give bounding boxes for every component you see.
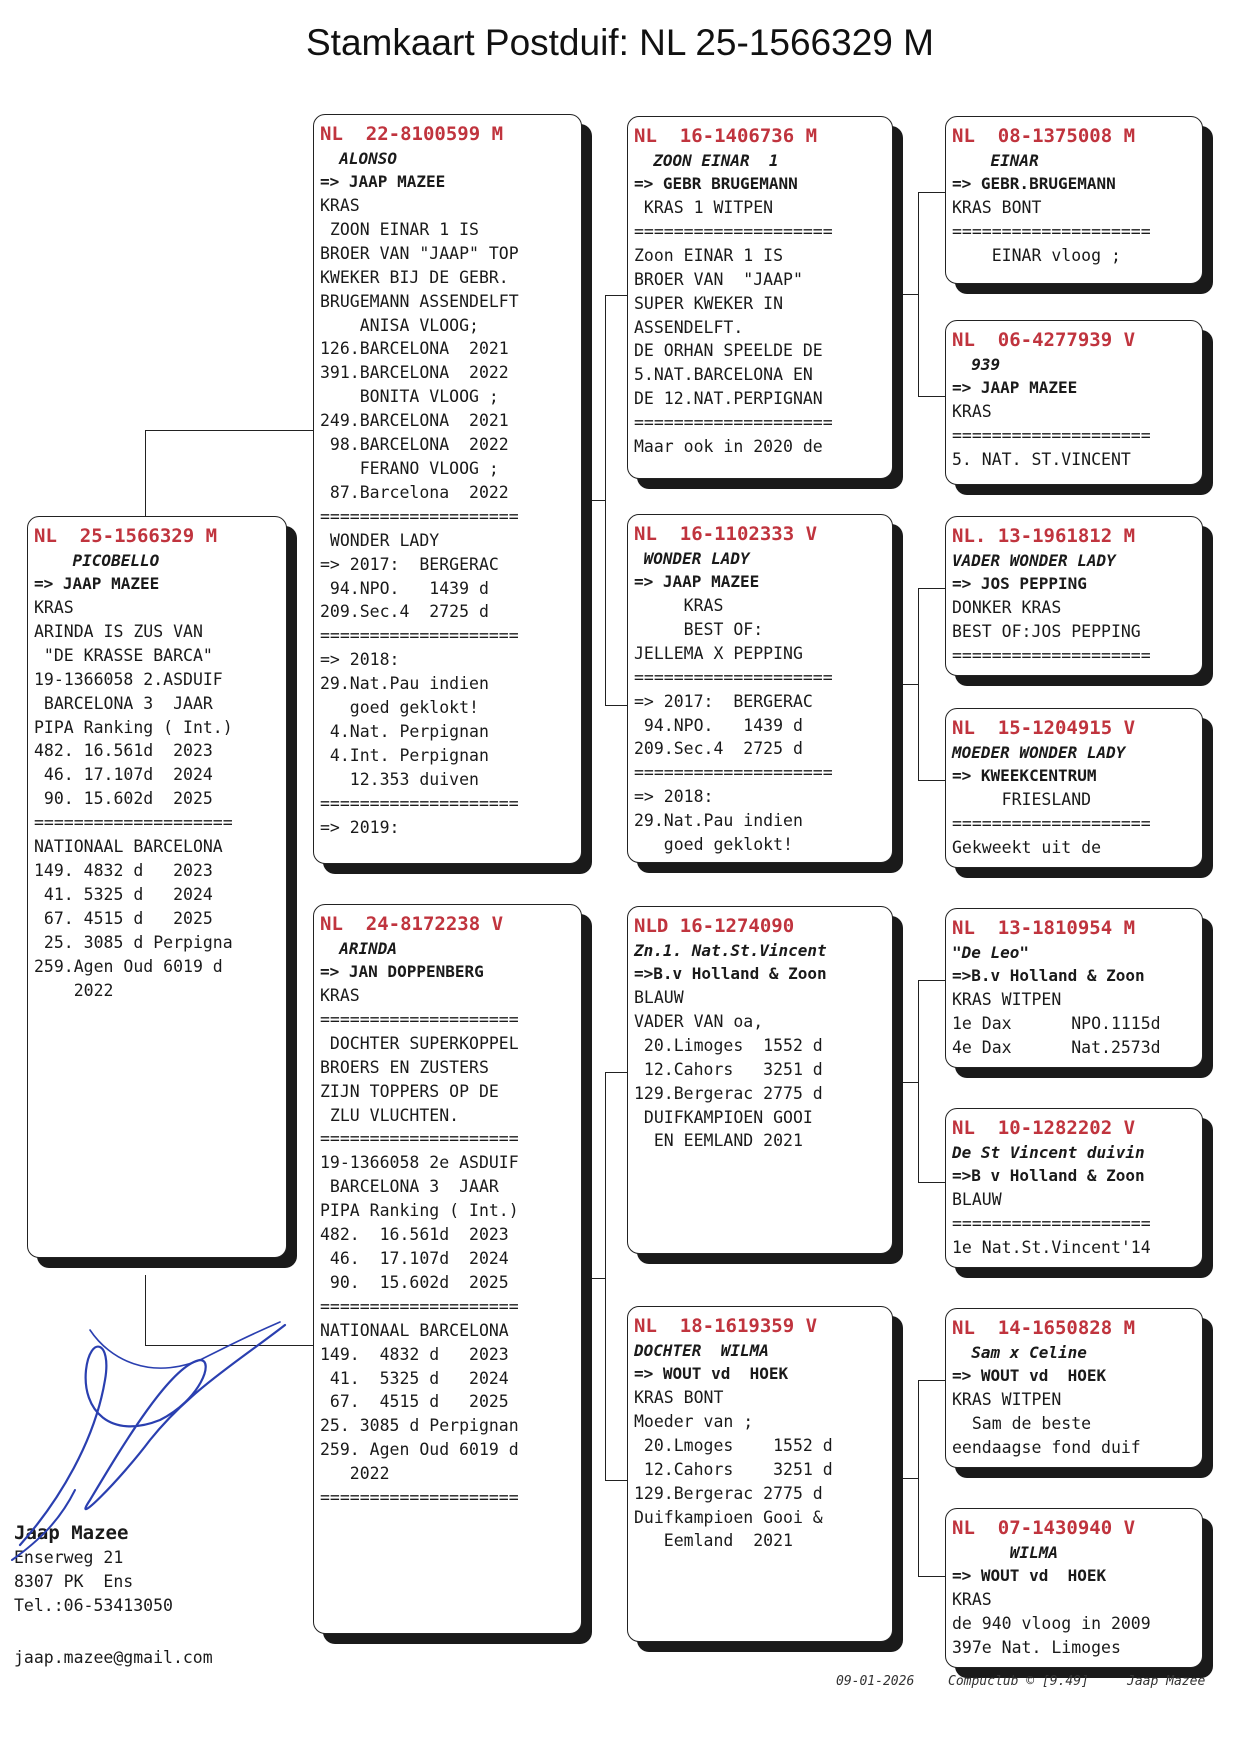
card-line: 2022 [320, 1464, 390, 1484]
card-line: 149. 4832 d 2023 [34, 860, 213, 880]
ring-number: NL 22-8100599 M [320, 123, 504, 145]
card-notes [634, 1386, 888, 1553]
card-line: Duifkampioen Gooi & [634, 1507, 823, 1527]
card-line: 149. 4832 d 2023 [320, 1344, 509, 1364]
connector [145, 430, 146, 516]
card-line: PIPA Ranking ( Int.) [34, 717, 233, 737]
card-line: BONITA VLOOG ; [320, 387, 499, 407]
pigeon-name: Zn.1. Nat.St.Vincent [634, 941, 827, 960]
card-line: DOCHTER SUPERKOPPEL [320, 1033, 519, 1053]
card-line: KWEKER BIJ DE GEBR. [320, 267, 509, 287]
page-title: Stamkaart Postduif: NL 25-1566329 M [306, 22, 934, 63]
connector [145, 430, 313, 431]
card-line: 5.NAT.BARCELONA EN [634, 365, 813, 385]
card-notes [952, 196, 1198, 268]
card-line: 1e Dax NPO.1115d [952, 1013, 1161, 1033]
pigeon-card-fff[interactable] [945, 116, 1203, 284]
card-line: VADER VAN oa, [634, 1011, 764, 1031]
card-line: 12.353 duiven [320, 769, 479, 789]
card-line: ==================== [320, 1296, 519, 1316]
owner-name: => JAAP MAZEE [952, 378, 1078, 397]
card-line: BARCELONA 3 JAAR [320, 1177, 499, 1197]
pigeon-name: Sam x Celine [952, 1343, 1087, 1362]
card-line: BROER VAN "JAAP" [634, 269, 803, 289]
connector [918, 396, 945, 397]
card-line: BARCELONA 3 JAAR [34, 693, 213, 713]
card-notes [952, 1588, 1198, 1660]
card-line: ==================== [952, 425, 1151, 445]
card-line: FRIESLAND [952, 790, 1092, 809]
card-line: ==================== [952, 645, 1151, 665]
owner-name: =>B v Holland & Zoon [952, 1166, 1145, 1185]
card-line: 1e Nat.St.Vincent'14 [952, 1237, 1151, 1257]
ring-number: NL 06-4277939 V [952, 329, 1136, 351]
card-line: 94.NPO. 1439 d [320, 578, 489, 598]
card-line: 5. NAT. ST.VINCENT [952, 449, 1131, 469]
card-line: KRAS WITPEN [952, 990, 1062, 1009]
card-line: 126.BARCELONA 2021 [320, 339, 509, 359]
pigeon-name: WONDER LADY [634, 549, 750, 568]
owner-name: => GEBR.BRUGEMANN [952, 174, 1116, 193]
pigeon-card-mmf[interactable] [945, 1308, 1203, 1468]
ring-number: NL 16-1102333 V [634, 523, 818, 545]
card-line: 259.Agen Oud 6019 d [34, 956, 223, 976]
card-notes [634, 594, 888, 857]
card-line: Eemland 2021 [634, 1531, 793, 1551]
card-line: KRAS BONT [952, 198, 1042, 217]
card-line: 20.Limoges 1552 d [634, 1035, 823, 1055]
card-line: => 2017: BERGERAC [320, 554, 499, 574]
card-line: 4.Nat. Perpignan [320, 721, 489, 741]
pigeon-card-ff[interactable] [627, 116, 893, 479]
pigeon-name: ARINDA [320, 939, 398, 958]
card-line: 129.Bergerac 2775 d [634, 1483, 823, 1503]
connector [918, 780, 945, 781]
owner-name: => JAAP MAZEE [320, 172, 446, 191]
connector [918, 980, 919, 1182]
footer-software: Compuclub © [9.49] [948, 1674, 1089, 1689]
owner-phone: Tel.:06-53413050 [14, 1596, 173, 1615]
card-line: KRAS [320, 986, 360, 1005]
pigeon-card-fm[interactable] [627, 514, 893, 863]
card-line: 209.Sec.4 2725 d [320, 602, 489, 622]
ring-number: NL 24-8172238 V [320, 913, 504, 935]
card-line: 12.Cahors 3251 d [634, 1059, 823, 1079]
connector [893, 294, 918, 295]
card-line: ==================== [320, 626, 519, 646]
card-line: goed geklokt! [634, 835, 793, 855]
owner-name: => JOS PEPPING [952, 574, 1087, 593]
card-line: ANISA VLOOG; [320, 315, 479, 335]
owner-name: =>B.v Holland & Zoon [634, 964, 827, 983]
card-line: => 2019: [320, 817, 400, 837]
card-line: Sam de beste [952, 1413, 1092, 1433]
card-line: PIPA Ranking ( Int.) [320, 1201, 519, 1221]
connector [605, 1072, 627, 1073]
card-line: 94.NPO. 1439 d [634, 715, 803, 735]
owner-name: => JAN DOPPENBERG [320, 962, 484, 981]
connector [918, 588, 919, 780]
connector [893, 684, 918, 685]
card-line: ==================== [320, 1488, 519, 1508]
connector [893, 1478, 918, 1479]
card-line: 391.BARCELONA 2022 [320, 363, 509, 383]
card-line: 209.Sec.4 2725 d [634, 739, 803, 759]
card-line: KRAS [34, 598, 74, 617]
ring-number: NL 15-1204915 V [952, 717, 1136, 739]
card-line: BEST OF: [634, 619, 764, 639]
card-line: ZOON EINAR 1 IS [320, 219, 479, 239]
connector [918, 1576, 945, 1577]
owner-name: => WOUT vd HOEK [952, 1566, 1107, 1585]
ring-number: NL 14-1650828 M [952, 1317, 1136, 1339]
card-line: DUIFKAMPIOEN GOOI [634, 1107, 813, 1127]
card-line: DE 12.NAT.PERPIGNAN [634, 389, 823, 409]
card-line: Zoon EINAR 1 IS [634, 245, 784, 265]
owner-name: => JAAP MAZEE [634, 572, 760, 591]
connector [605, 705, 627, 706]
pigeon-name: PICOBELLO [34, 551, 160, 570]
card-notes [634, 986, 888, 1153]
card-line: ZLU VLUCHTEN. [320, 1105, 460, 1125]
card-line: BROER VAN "JAAP" TOP [320, 243, 519, 263]
card-line: 98.BARCELONA 2022 [320, 435, 509, 455]
ring-number: NL 16-1406736 M [634, 125, 818, 147]
pigeon-card-father[interactable] [313, 114, 582, 864]
card-line: 4.Int. Perpignan [320, 745, 489, 765]
card-line: DE ORHAN SPEELDE DE [634, 341, 823, 361]
card-line: ==================== [320, 793, 519, 813]
connector [918, 192, 919, 396]
card-line: 249.BARCELONA 2021 [320, 411, 509, 431]
pigeon-name: "De Leo" [952, 943, 1030, 962]
card-line: 4e Dax Nat.2573d [952, 1037, 1161, 1057]
card-line: ==================== [952, 813, 1151, 833]
pigeon-card-fmm[interactable] [945, 708, 1203, 868]
card-line: NATIONAAL BARCELONA [320, 1320, 509, 1340]
ring-number: NLD 16-1274090 [634, 915, 795, 937]
card-line: ==================== [634, 763, 833, 783]
card-line: Maar ook in 2020 de [634, 437, 823, 457]
pigeon-card-mff[interactable] [945, 908, 1203, 1068]
ring-number: NL 07-1430940 V [952, 1517, 1136, 1539]
card-notes [952, 1188, 1198, 1260]
card-line: goed geklokt! [320, 698, 479, 718]
connector [918, 588, 945, 589]
card-line: ASSENDELFT. [634, 317, 744, 337]
card-line: KRAS WITPEN [952, 1390, 1062, 1409]
card-notes [952, 400, 1198, 472]
card-notes [634, 196, 888, 459]
connector [605, 295, 606, 705]
card-line: 20.Lmoges 1552 d [634, 1435, 833, 1455]
pigeon-name: 939 [952, 355, 1001, 374]
pigeon-card-subject[interactable] [27, 516, 287, 1258]
pigeon-card-ffm[interactable] [945, 320, 1203, 485]
pigeon-card-mf[interactable] [627, 906, 893, 1254]
pigeon-card-mm[interactable] [627, 1306, 893, 1642]
connector [918, 192, 945, 193]
connector [582, 1278, 605, 1279]
card-line: ==================== [320, 506, 519, 526]
card-line: ==================== [320, 1129, 519, 1149]
card-line: FERANO VLOOG ; [320, 458, 499, 478]
card-line: 25. 3085 d Perpigna [34, 932, 233, 952]
footer-date: 09-01-2026 [836, 1674, 915, 1689]
card-notes [952, 1388, 1198, 1460]
card-notes [320, 194, 577, 839]
card-line: 482. 16.561d 2023 [320, 1225, 509, 1245]
pigeon-card-fmf[interactable] [945, 516, 1203, 676]
connector [605, 295, 627, 296]
owner-name: => WOUT vd HOEK [634, 1364, 789, 1383]
pigeon-name: VADER WONDER LADY [952, 551, 1116, 570]
ring-number: NL 25-1566329 M [34, 525, 218, 547]
card-line: KRAS BONT [634, 1388, 724, 1407]
owner-email[interactable]: jaap.mazee@gmail.com [14, 1648, 213, 1667]
card-line: 129.Bergerac 2775 d [634, 1083, 823, 1103]
card-line: 41. 5325 d 2024 [320, 1368, 509, 1388]
connector [582, 500, 605, 501]
card-line: 46. 17.107d 2024 [320, 1248, 509, 1268]
card-line: ==================== [634, 667, 833, 687]
card-line: => 2018: [634, 787, 714, 807]
card-line: ==================== [320, 1009, 519, 1029]
card-line: BLAUW [952, 1190, 1002, 1209]
ring-number: NL. 13-1961812 M [952, 525, 1136, 547]
pigeon-name: De St Vincent duivin [952, 1143, 1145, 1162]
connector [605, 1480, 627, 1481]
card-line: KRAS [952, 402, 992, 421]
card-line: BEST OF:JOS PEPPING [952, 621, 1141, 641]
card-line: KRAS 1 WITPEN [634, 198, 774, 217]
card-line: 2022 [34, 980, 114, 1000]
ring-number: NL 10-1282202 V [952, 1117, 1136, 1139]
card-line: ZIJN TOPPERS OP DE [320, 1081, 499, 1101]
card-line: 25. 3085 d Perpignan [320, 1416, 519, 1436]
card-line: 41. 5325 d 2024 [34, 884, 213, 904]
pigeon-card-mother[interactable] [313, 904, 582, 1634]
card-notes [320, 984, 577, 1510]
owner-name: => WOUT vd HOEK [952, 1366, 1107, 1385]
card-line: EN EEMLAND 2021 [634, 1131, 803, 1151]
card-line: 19-1366058 2e ASDUIF [320, 1153, 519, 1173]
card-line: WONDER LADY [320, 530, 440, 550]
connector [893, 1082, 918, 1083]
card-line: BROERS EN ZUSTERS [320, 1057, 489, 1077]
card-line: 29.Nat.Pau indien [320, 674, 489, 694]
owner-address [14, 1520, 173, 1618]
connector [918, 980, 945, 981]
connector [605, 1072, 606, 1480]
card-line: KRAS [320, 196, 360, 215]
pigeon-name: EINAR [952, 151, 1039, 170]
owner-name: => JAAP MAZEE [34, 574, 160, 593]
connector [145, 1275, 146, 1345]
card-notes [952, 988, 1198, 1060]
pigeon-name: DOCHTER WILMA [634, 1341, 769, 1360]
connector [918, 1380, 945, 1381]
pigeon-name: ALONSO [320, 149, 398, 168]
card-line: ARINDA IS ZUS VAN [34, 621, 203, 641]
card-line: => 2017: BERGERAC [634, 691, 813, 711]
footer-author: Jaap Mazee [1127, 1674, 1206, 1689]
card-line: "DE KRASSE BARCA" [34, 645, 213, 665]
card-line: 90. 15.602d 2025 [320, 1272, 509, 1292]
card-line: ==================== [952, 1213, 1151, 1233]
card-notes [952, 788, 1198, 860]
card-line: 482. 16.561d 2023 [34, 741, 213, 761]
card-line: 29.Nat.Pau indien [634, 811, 803, 831]
owner-city: 8307 PK Ens [14, 1572, 134, 1591]
card-line: 46. 17.107d 2024 [34, 765, 213, 785]
card-line: => 2018: [320, 650, 400, 670]
card-line: Moeder van ; [634, 1411, 754, 1431]
card-line: 90. 15.602d 2025 [34, 789, 213, 809]
owner-name: =>B.v Holland & Zoon [952, 966, 1145, 985]
pigeon-card-mmm[interactable] [945, 1508, 1203, 1668]
ring-number: NL 18-1619359 V [634, 1315, 818, 1337]
card-line: 19-1366058 2.ASDUIF [34, 669, 223, 689]
card-line: SUPER KWEKER IN [634, 293, 784, 313]
card-line: Gekweekt uit de [952, 837, 1102, 857]
card-line: 67. 4515 d 2025 [34, 908, 213, 928]
card-line: ==================== [634, 413, 833, 433]
card-line: ==================== [34, 813, 233, 833]
card-line: BLAUW [634, 988, 684, 1007]
pigeon-name: MOEDER WONDER LADY [952, 743, 1126, 762]
card-line: JELLEMA X PEPPING [634, 643, 803, 663]
ring-number: NL 08-1375008 M [952, 125, 1136, 147]
card-line: 397e Nat. Limoges [952, 1637, 1121, 1657]
card-line: 87.Barcelona 2022 [320, 482, 509, 502]
card-line: 259. Agen Oud 6019 d [320, 1440, 519, 1460]
card-line: eendaagse fond duif [952, 1437, 1141, 1457]
card-line: 12.Cahors 3251 d [634, 1459, 833, 1479]
ring-number: NL 13-1810954 M [952, 917, 1136, 939]
owner-name: => GEBR BRUGEMANN [634, 174, 798, 193]
card-line: 67. 4515 d 2025 [320, 1392, 509, 1412]
card-line: ==================== [952, 221, 1151, 241]
connector [918, 1182, 945, 1183]
card-line: NATIONAAL BARCELONA [34, 837, 223, 857]
pigeon-name: WILMA [952, 1543, 1058, 1562]
card-line: EINAR vloog ; [952, 245, 1121, 265]
card-line: KRAS [952, 1590, 992, 1609]
owner-street: Enserweg 21 [14, 1548, 124, 1567]
connector [145, 1345, 313, 1346]
pigeon-card-mfm[interactable] [945, 1108, 1203, 1268]
card-line: BRUGEMANN ASSENDELFT [320, 291, 519, 311]
card-line: KRAS [634, 596, 724, 615]
owner-block-name: Jaap Mazee [14, 1522, 129, 1544]
pigeon-name: ZOON EINAR 1 [634, 151, 779, 170]
card-line: DONKER KRAS [952, 598, 1062, 617]
connector [918, 1380, 919, 1576]
card-notes [34, 596, 282, 1002]
card-line: ==================== [634, 221, 833, 241]
card-line: de 940 vloog in 2009 [952, 1613, 1151, 1633]
card-notes [952, 596, 1198, 668]
owner-name: => KWEEKCENTRUM [952, 766, 1097, 785]
